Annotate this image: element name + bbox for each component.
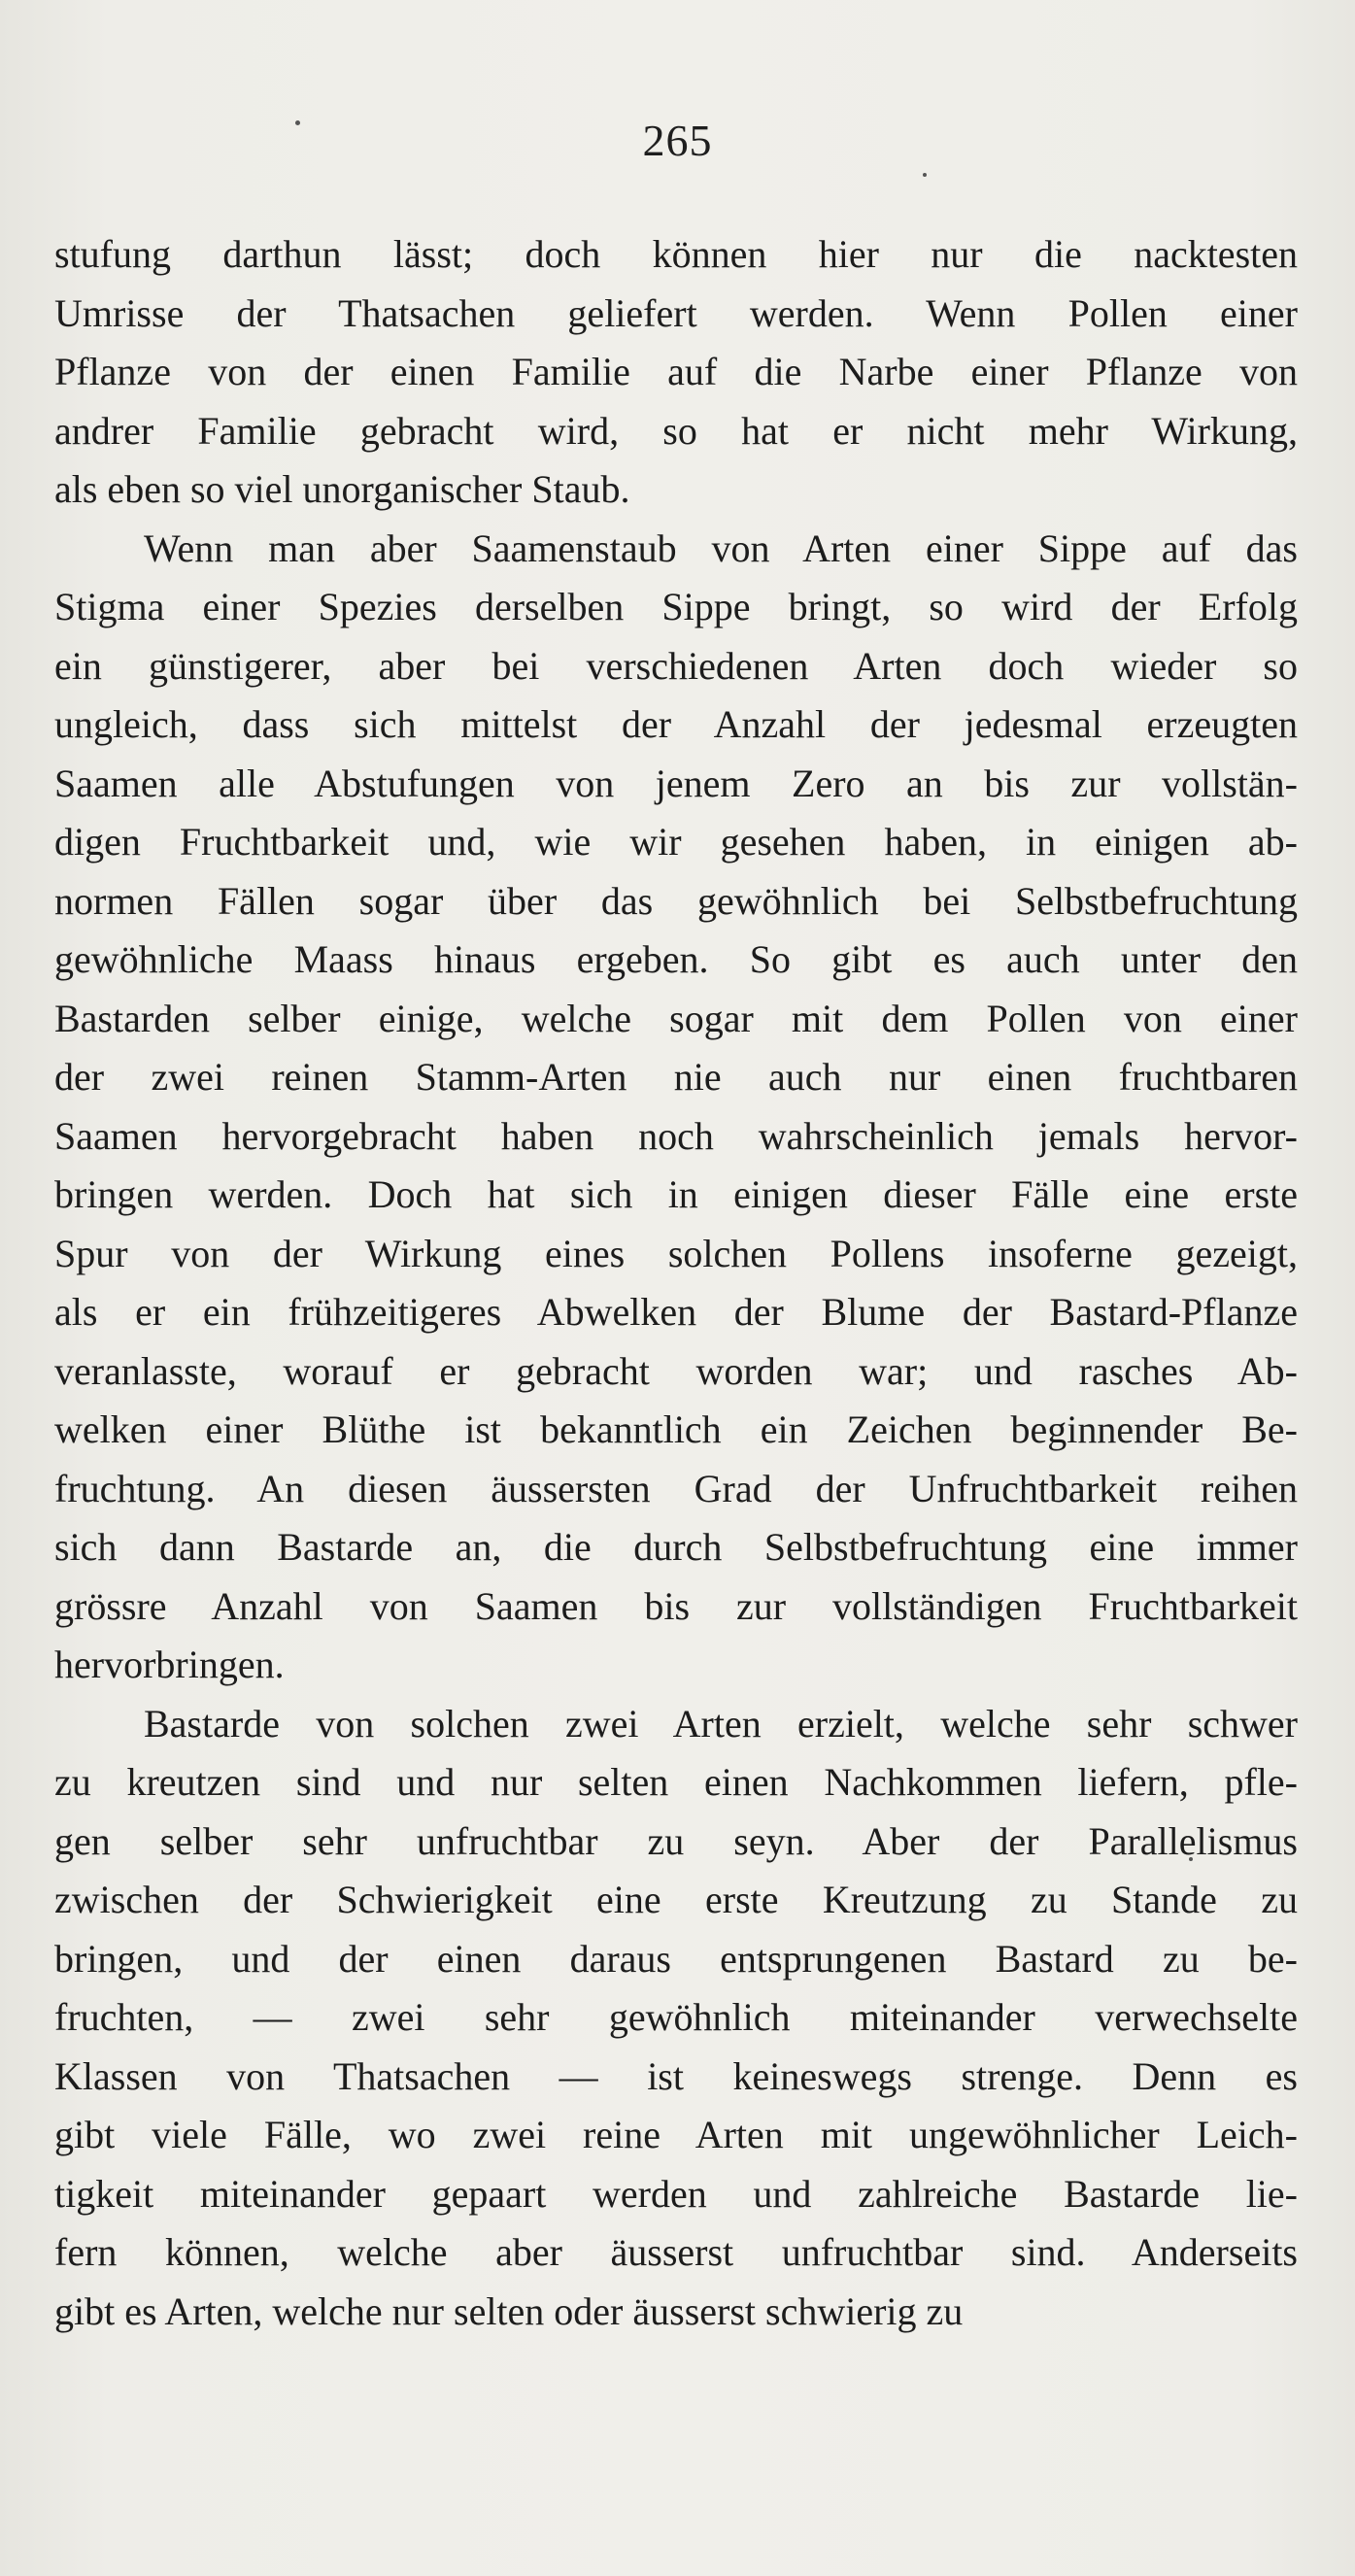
text-line: andrer Familie gebracht wird, so hat er nicht mehr Wirkung, xyxy=(54,408,1298,453)
text-line: fruchten, — zwei sehr gewöhnlich miteinander verwechselte xyxy=(54,1995,1298,2039)
text-line: als eben so viel unorganischer Staub. xyxy=(54,467,630,511)
text-line: tigkeit miteinander gepaart werden und zahlreiche Bastarde lie- xyxy=(54,2171,1298,2216)
text-line: fern können, welche aber äusserst unfruchtbar sind. Anderseits xyxy=(54,2230,1298,2274)
text-line: Saamen hervorgebracht haben noch wahrscheinlich jemals hervor- xyxy=(54,1113,1298,1158)
text-line: fruchtung. An diesen äussersten Grad der Unfruchtbarkeit reihen xyxy=(54,1466,1298,1510)
text-line: Bastarde von solchen zwei Arten erzielt, welche sehr schwer xyxy=(144,1701,1298,1746)
text-line: bringen werden. Doch hat sich in einigen dieser Fälle eine erste xyxy=(54,1172,1298,1216)
paragraph xyxy=(54,1695,1298,2342)
text-line: zwischen der Schwierigkeit eine erste Kreutzung zu Stande zu xyxy=(54,1878,1298,1921)
text-line: Klassen von Thatsachen — ist keineswegs strenge. Denn es xyxy=(54,2053,1298,2098)
text-line: Pflanze von der einen Familie auf die Narbe einer Pflanze von xyxy=(54,350,1298,393)
paragraph xyxy=(54,520,1298,1695)
text-line: digen Fruchtbarkeit und, wie wir gesehen haben, in einigen ab- xyxy=(54,820,1298,864)
body-text xyxy=(54,225,1298,2341)
text-line: Spur von der Wirkung eines solchen Pollens insoferne gezeigt, xyxy=(54,1231,1298,1275)
text-line: normen Fällen sogar über das gewöhnlich bei Selbstbefruchtung xyxy=(54,878,1298,923)
text-line: sich dann Bastarde an, die durch Selbstbefruchtung eine immer xyxy=(54,1525,1298,1569)
text-line: zu kreutzen sind und nur selten einen Nachkommen liefern, pfle- xyxy=(54,1760,1298,1804)
text-line: ungleich, dass sich mittelst der Anzahl der jedesmal erzeugten xyxy=(54,702,1298,746)
paper-speck xyxy=(923,173,927,177)
text-line: gibt es Arten, welche nur selten oder äusserst schwierig zu xyxy=(54,2288,964,2333)
text-line: Bastarden selber einige, welche sogar mit dem Pollen von einer xyxy=(54,996,1298,1040)
paragraph xyxy=(54,225,1298,520)
text-line: grössre Anzahl von Saamen bis zur vollständigen Fruchtbarkeit xyxy=(54,1583,1298,1628)
text-line: Saamen alle Abstufungen von jenem Zero an bis zur vollstän- xyxy=(54,761,1298,805)
text-line: Stigma einer Spezies derselben Sippe bringt, so wird der Erfolg xyxy=(54,585,1298,628)
text-line: veranlasste, worauf er gebracht worden war; und rasches Ab- xyxy=(54,1348,1298,1393)
text-line: stufung darthun lässt; doch können hier nur die nacktesten xyxy=(54,232,1298,276)
text-line: hervorbringen. xyxy=(54,1643,285,1686)
text-line: gen selber sehr unfruchtbar zu seyn. Aber der Parallelismus xyxy=(54,1818,1298,1863)
text-line: Wenn man aber Saamenstaub von Arten einer Sippe auf das xyxy=(144,525,1298,570)
text-line: bringen, und der einen daraus entsprungenen Bastard zu be- xyxy=(54,1936,1298,1981)
text-line: welken einer Blüthe ist bekanntlich ein Zeichen beginnender Be- xyxy=(54,1407,1298,1451)
page-number: 265 xyxy=(642,116,713,165)
text-line: Umrisse der Thatsachen geliefert werden. Wenn Pollen einer xyxy=(54,290,1298,335)
text-line: ein günstigerer, aber bei verschiedenen Arten doch wieder so xyxy=(54,643,1298,688)
text-line: der zwei reinen Stamm-Arten nie auch nur einen fruchtbaren xyxy=(54,1055,1298,1099)
text-line: gibt viele Fälle, wo zwei reine Arten mit ungewöhnlicher Leich- xyxy=(54,2113,1298,2156)
text-line: als er ein frühzeitigeres Abwelken der Blume der Bastard-Pflanze xyxy=(54,1290,1298,1334)
text-line: gewöhnliche Maass hinaus ergeben. So gibt es auch unter den xyxy=(54,937,1298,981)
